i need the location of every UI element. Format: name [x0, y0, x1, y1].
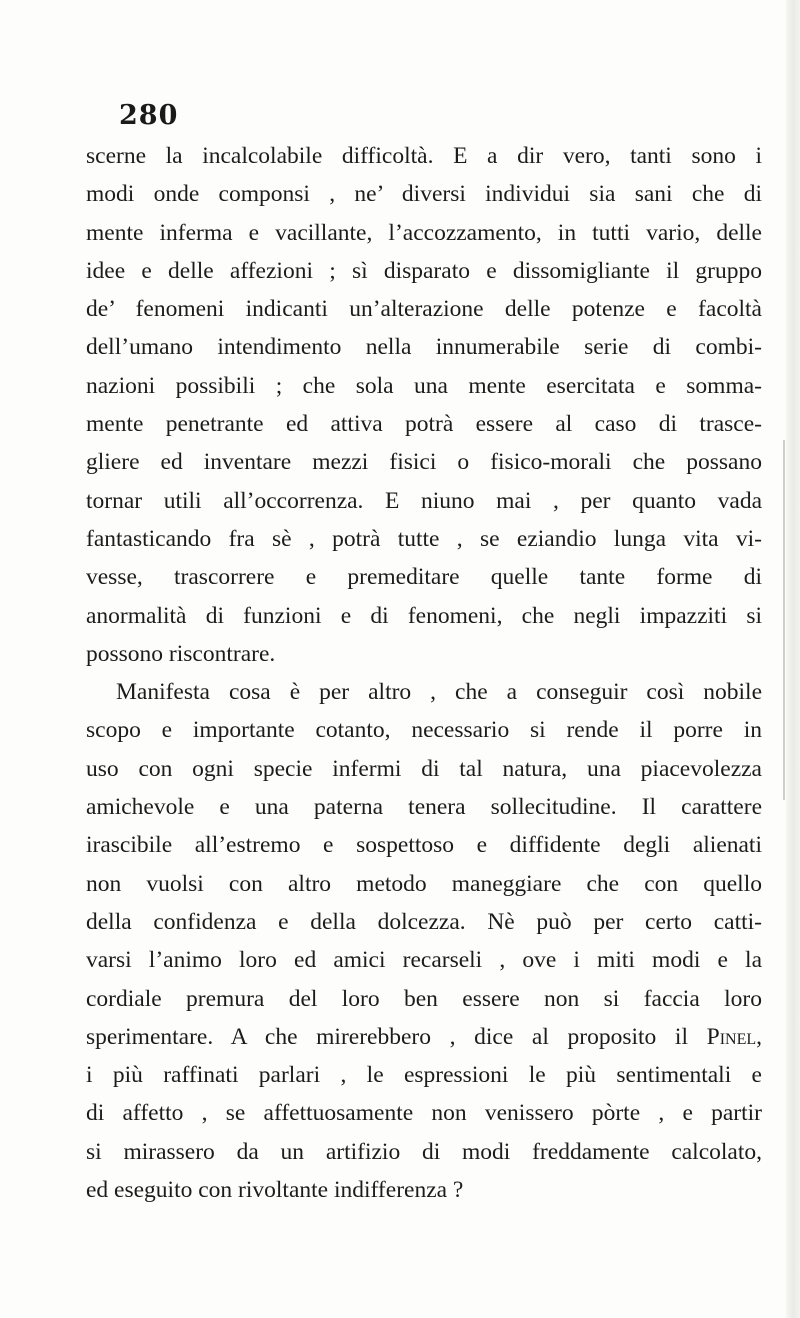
text-line: possono riscontrare.	[86, 640, 276, 667]
page-number: 280	[119, 100, 179, 131]
text-line: modi onde componsi , ne’ diversi individui sia sani che di	[86, 181, 762, 208]
text-line: non vuolsi con altro metodo maneggiare che con quello	[86, 870, 762, 897]
text-line: i più raffinati parlari , le espressioni le più sentimentali e	[86, 1062, 762, 1089]
text-line: ed eseguito con rivoltante indifferenza ?	[86, 1177, 464, 1204]
author-name-pinel: Pinel,	[706, 1023, 762, 1050]
text-line: della confidenza e della dolcezza. Nè può per certo catti-	[86, 908, 762, 935]
text-line: scerne la incalcolabile difficoltà. E a dir vero, tanti sono i	[86, 143, 762, 169]
text-line: nazioni possibili ; che sola una mente esercitata e somma-	[86, 372, 762, 399]
text-line: uso con ogni specie infermi di tal natura, una piacevolezza	[86, 755, 762, 782]
text-line: mente inferma e vacillante, l’accozzamento, in tutti vario, delle	[86, 219, 762, 246]
text-line: fantasticando fra sè , potrà tutte , se eziandio lunga vita vi-	[86, 525, 762, 552]
page-edge-shadow	[786, 0, 800, 1318]
text-line: vesse, trascorrere e premeditare quelle tante forme di	[86, 564, 762, 591]
text-line: idee e delle affezioni ; sì disparato e dissomigliante il gruppo	[86, 257, 762, 284]
text-line: de’ fenomeni indicanti un’alterazione delle potenze e facoltà	[86, 296, 762, 323]
text-line: amichevole e una paterna tenera sollecitudine. Il carattere	[86, 794, 762, 821]
text-line: varsi l’animo loro ed amici recarseli , ove i miti modi e la	[86, 947, 762, 974]
text-line: di affetto , se affettuosamente non venissero pòrte , e partir	[86, 1100, 762, 1127]
text-line: scopo e importante cotanto, necessario si rende il porre in	[86, 717, 762, 744]
text-line: Manifesta cosa è per altro , che a conseguir così nobile	[116, 679, 762, 706]
text-line: dell’umano intendimento nella innumerabile serie di combi-	[86, 334, 762, 361]
text-line-with-name	[86, 1018, 762, 1056]
page-edge-line	[783, 440, 785, 800]
text-line: gliere ed inventare mezzi fisici o fisico-morali che possano	[86, 449, 762, 476]
text-line: si mirassero da un artifizio di modi freddamente calcolato,	[86, 1138, 762, 1165]
text-line: tornar utili all’occorrenza. E niuno mai , per quanto vada	[86, 487, 762, 514]
body-text	[86, 137, 762, 1209]
text-line-prefix: sperimentare. A che mirerebbero , dice al proposito il	[86, 1023, 707, 1050]
text-line: cordiale premura del loro ben essere non si faccia loro	[86, 985, 762, 1012]
text-line: anormalità di funzioni e di fenomeni, che negli impazziti si	[86, 602, 762, 629]
text-line: mente penetrante ed attiva potrà essere al caso di trasce-	[86, 411, 762, 438]
text-line: irascibile all’estremo e sospettoso e diffidente degli alienati	[86, 832, 762, 859]
